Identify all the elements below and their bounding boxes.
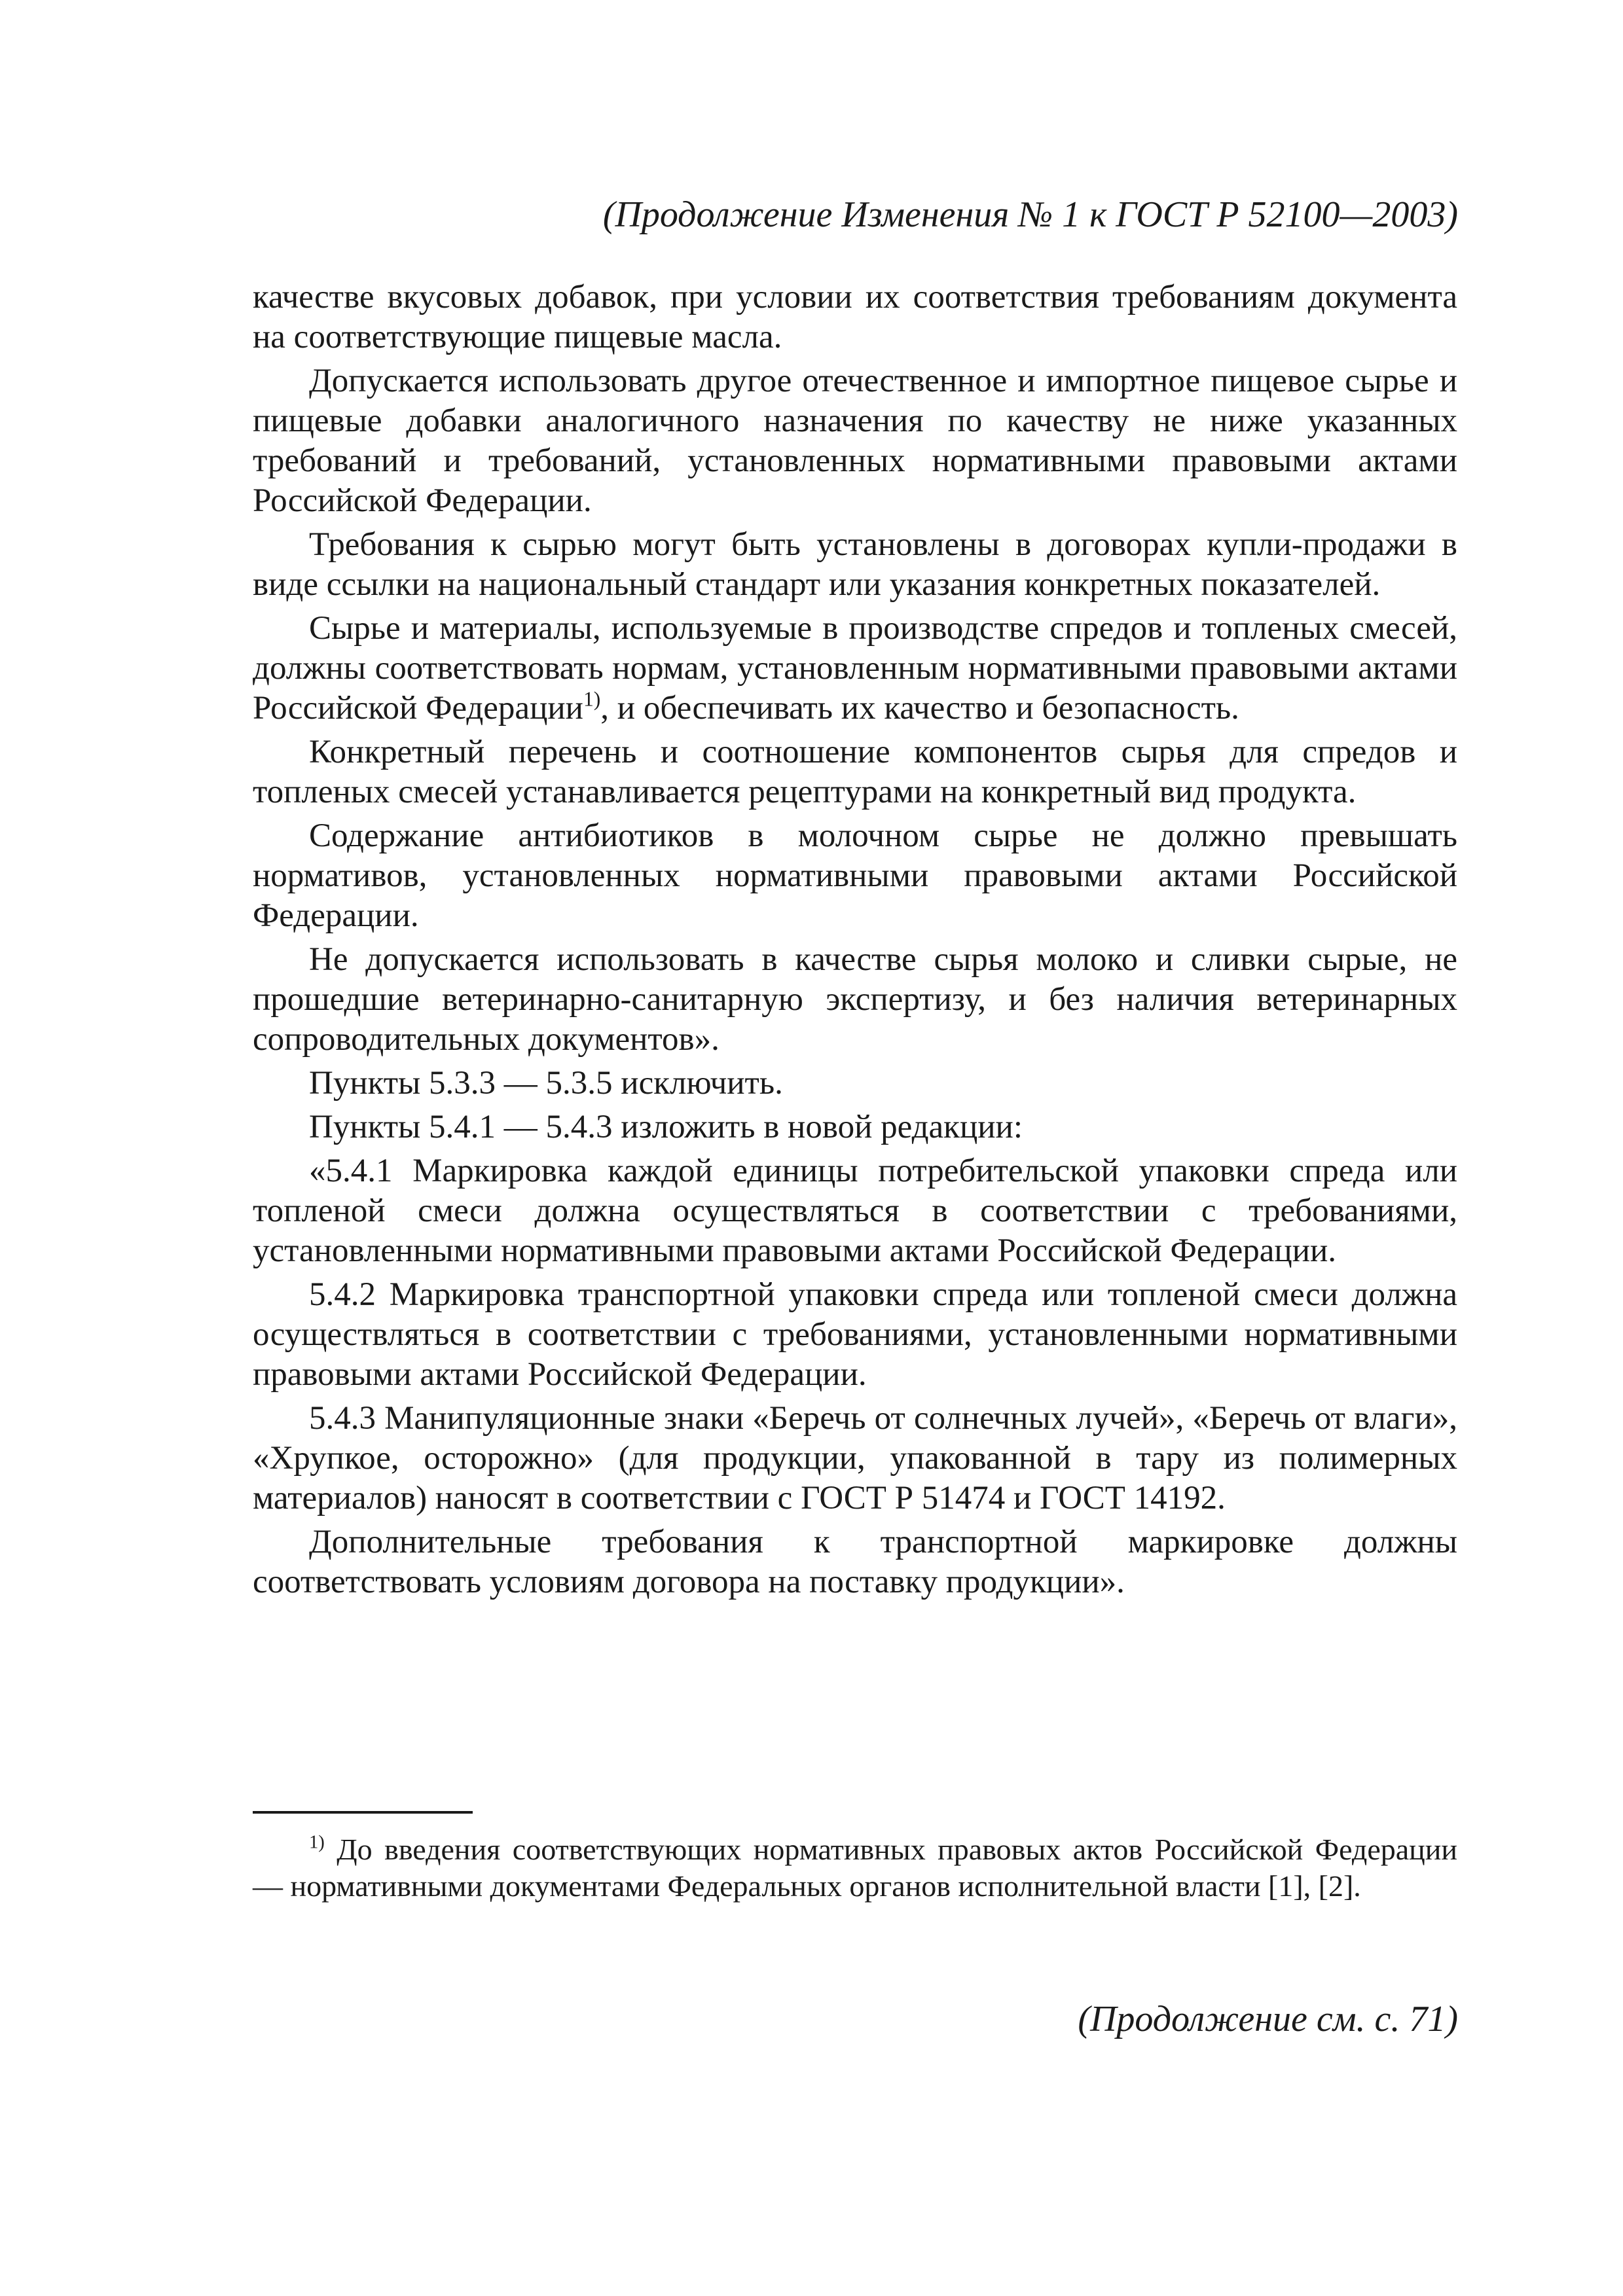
footnote (253, 1831, 1457, 1905)
footnote-reference: 1) (583, 687, 601, 711)
paragraph-punctuation: , (600, 690, 610, 726)
paragraph: Конкретный перечень и соотношение компонентов сырья для спредов и топленых смесей устанавливается рецептурами на конкретный вид продукта. (253, 734, 1457, 810)
paragraph (253, 609, 1457, 728)
paragraph: 5.4.3 Манипуляционные знаки «Беречь от солнечных лучей», «Беречь от влаги», «Хрупкое, осторожно» (для продукции, упакованной в тару из полимерных материалов) наносят в соответствии с ГОСТ Р 51474 и ГОСТ 14192. (253, 1400, 1457, 1516)
paragraph: Не допускается использовать в качестве сырья молоко и сливки сырые, не прошедшие ветеринарно-санитарную экспертизу, и без наличия ветеринарных сопроводительных документов». (253, 941, 1457, 1058)
paragraph: качестве вкусовых добавок, при условии их соответствия требованиям документа на соответствующие пищевые масла. (253, 279, 1457, 355)
paragraph: Пункты 5.3.3 — 5.3.5 исключить. (309, 1065, 783, 1102)
paragraph: Содержание антибиотиков в молочном сырье не должно превышать нормативов, установленных нормативными правовыми актами Российской Федерации. (253, 817, 1457, 934)
continuation-footer: (Продолжение см. с. 71) (1078, 1999, 1458, 2039)
paragraph: Допускается использовать другое отечественное и импортное пищевое сырье и пищевые добавки аналогичного назначения по качеству не ниже указанных требований и требований, установленных нормативными правовыми актами Российской Федерации. (253, 363, 1457, 519)
document-body (253, 278, 1457, 1606)
paragraph-text: и обеспечивать их качество и безопасность. (617, 690, 1239, 726)
footnotes (253, 1831, 1457, 1905)
paragraph: «5.4.1 Маркировка каждой единицы потребительской упаковки спреда или топленой смеси должна осуществляться в соответствии с требованиями, установленными нормативными правовыми актами Российской Федерации. (253, 1153, 1457, 1269)
footnote-marker: 1) (309, 1832, 325, 1853)
paragraph: Пункты 5.4.1 — 5.4.3 изложить в новой редакции: (309, 1109, 1023, 1145)
paragraph: Требования к сырью могут быть установлены в договорах купли-продажи в виде ссылки на национальный стандарт или указания конкретных показателей. (253, 526, 1457, 603)
paragraph: Дополнительные требования к транспортной маркировке должны соответствовать условиям договора на поставку продукции». (253, 1524, 1457, 1600)
paragraph-text: Сырье и материалы, используемые в производстве спредов и топленых смесей, должны соответствовать нормам, установленным нормативными правовыми актами Российской Федерации (253, 610, 1457, 726)
footnote-divider (253, 1811, 473, 1814)
continuation-header: (Продолжение Изменения № 1 к ГОСТ Р 52100—2003) (602, 194, 1458, 235)
footnote-text: До введения соответствующих нормативных правовых актов Российской Федерации — нормативными документами Федеральных органов исполнительной власти [1], [2]. (253, 1833, 1457, 1903)
paragraph: 5.4.2 Маркировка транспортной упаковки спреда или топленой смеси должна осуществляться в соответствии с требованиями, установленными нормативными правовыми актами Российской Федерации. (253, 1276, 1457, 1393)
